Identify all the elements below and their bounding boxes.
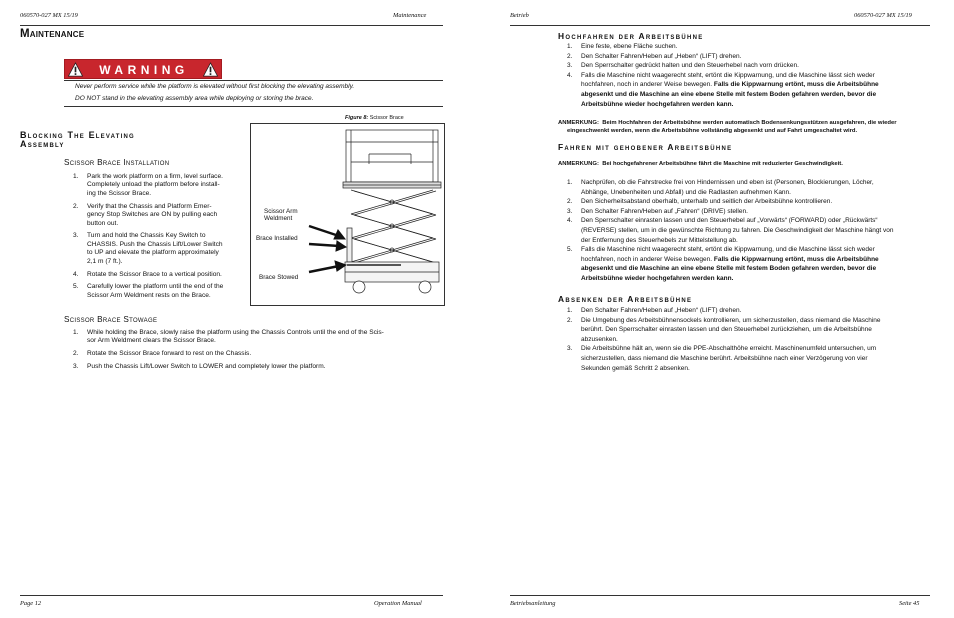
step-line: Sekunden gemäß Schritt 2 absenken. <box>581 364 690 372</box>
figure-label-line: Scissor Arm <box>264 208 298 215</box>
step-number: 4. <box>73 270 79 278</box>
step-line: Die Arbeitsbühne hält an, wenn sie die PPE-Abschalthöhe erreicht. Maschinenumfeld untersuchen, um <box>581 345 877 353</box>
list-item <box>73 232 251 266</box>
step-line: button out. <box>87 219 119 227</box>
step-number: 3. <box>73 363 79 371</box>
list-item <box>567 61 937 71</box>
list-item <box>567 216 939 245</box>
list-item <box>567 344 939 373</box>
note-text: eingeschwenkt werden, wenn die Arbeitsbühne vollständig abgesenkt und auf Fahrt umgeschaltet wird. <box>567 128 858 134</box>
note <box>558 160 843 168</box>
footer-page-number: Seite 45 <box>899 600 920 607</box>
header-section: Betrieb <box>510 12 529 19</box>
step-number: 3. <box>567 207 573 215</box>
list-item <box>567 306 939 316</box>
scissor-brace-figure <box>250 123 445 306</box>
step-line <box>581 80 937 90</box>
footer-page-number: Page 12 <box>20 600 42 607</box>
step-number: 2. <box>567 52 573 60</box>
step-line: Den Sicherheitsabstand oberhalb, unterhalb und seitlich der Arbeitsbühne kontrollieren. <box>581 198 833 206</box>
list-item <box>567 197 939 207</box>
warning-text-line: DO NOT stand in the elevating assembly area while deploying or storing the brace. <box>75 95 314 102</box>
step-line: Carefully lower the platform until the end of the <box>87 283 224 291</box>
brace-installed-label: Brace Installed <box>256 235 298 242</box>
step-line: sicherzustellen, dass niemand die Maschine berührt. Arbeitsbühne nach einer Verzögerung von vier <box>581 354 868 362</box>
header-rule <box>510 25 930 26</box>
step-text-bold: abgesenkt und die Maschine an eine ebene Stelle mit festem Boden gefahren werden, bevor die <box>581 265 877 273</box>
list-item <box>73 329 445 346</box>
step-line: Abhänge, Unebenheiten und Abfall) und die Radlasten aufnehmen Kann. <box>581 188 791 196</box>
step-text-bold: Arbeitsbühne wieder hochgefahren werden kann. <box>581 100 734 108</box>
step-line: CHASSIS. Push the Chassis Lift/Lower Switch <box>87 240 223 248</box>
step-line: ing the Scissor Brace. <box>87 189 152 197</box>
figure-caption <box>345 115 404 121</box>
step-text-bold: Falls die Kippwarnung ertönt, muss die Arbeitsbühne <box>713 255 879 263</box>
step-line: to UP and elevate the platform approximately <box>87 249 219 257</box>
step-number: 1. <box>73 173 79 180</box>
note-label: ANMERKUNG: <box>558 120 599 126</box>
step-line: Falls die Maschine nicht waagerecht steht, ertönt die Kippwarnung, und die Maschine lässt sich weder <box>581 71 875 79</box>
lower-steps <box>567 306 939 373</box>
step-number: 1. <box>567 179 573 186</box>
step-line: Push the Chassis Lift/Lower Switch to LOWER and completely lower the platform. <box>87 363 326 371</box>
step-line: der Entfernung des Steuerhebels zur Mittelstellung ab. <box>581 236 738 244</box>
list-item <box>567 207 939 217</box>
step-line: Rotate the Scissor Brace forward to rest on the Chassis. <box>87 350 252 358</box>
warning-banner <box>64 59 222 79</box>
step-line: Eine feste, ebene Fläche suchen. <box>581 43 678 50</box>
step-text-bold: Falls die Kippwarnung ertönt, muss die Arbeitsbühne <box>713 81 879 89</box>
section-title-line: Blocking The Elevating <box>20 130 135 140</box>
step-line: Den Sperrschalter gedrückt halten und den Steuerhebel nach vorn drücken. <box>581 62 799 70</box>
list-item <box>73 363 445 371</box>
list-item <box>567 71 937 109</box>
header-doc-number: 060570-027 MX 15/19 <box>854 12 912 19</box>
step-text: hochfahren, noch in anderer Weise bewegen. <box>581 255 714 263</box>
footer-manual-title: Betriebsanleitung <box>510 600 556 607</box>
step-number: 5. <box>567 246 573 254</box>
page-title: Maintenance <box>20 28 85 40</box>
warning-label: WARNING <box>99 62 189 77</box>
step-line: Scissor Arm Weldment rests on the Brace. <box>87 291 211 299</box>
step-number: 1. <box>567 43 573 50</box>
step-line: Den Schalter Fahren/Heben auf „Heben“ (LIFT) drehen. <box>581 52 742 60</box>
step-line: sor Arm Weldment clears the Scissor Brace. <box>87 337 216 345</box>
step-number: 5. <box>73 283 79 291</box>
step-line: gency Stop Switches are ON by pulling each <box>87 211 218 219</box>
install-steps <box>73 173 251 305</box>
footer-manual-title: Operation Manual <box>374 600 422 607</box>
step-number: 2. <box>73 202 79 210</box>
step-number: 3. <box>73 232 79 240</box>
section-title-line: Assembly <box>20 139 65 149</box>
drive-steps <box>567 178 939 284</box>
note-label: ANMERKUNG: <box>558 161 599 167</box>
warning-text-line: Never perform service while the platform is elevated without first blocking the elevating assembly. <box>75 83 355 90</box>
step-line: Turn and hold the Chassis Key Switch to <box>87 232 206 240</box>
figure-label-line: Weldment <box>264 215 293 222</box>
list-item <box>73 283 251 300</box>
stowage-steps <box>73 329 445 376</box>
warning-rule-bottom <box>64 106 443 107</box>
step-line: (REVERSE) stellen, um in die gewünschte Richtung zu fahren. Die Geschwindigkeit der Maschine hängt von <box>581 226 894 234</box>
note <box>558 119 897 135</box>
step-line: abzusenken. <box>581 335 618 343</box>
figure-caption-text: Scissor Brace <box>369 115 404 121</box>
step-number: 1. <box>567 307 573 314</box>
section-title <box>20 131 135 149</box>
list-item <box>567 52 937 62</box>
install-title: Scissor Brace Installation <box>64 158 170 167</box>
section-title: Fahren mit gehobener Arbeitsbühne <box>558 142 733 152</box>
right-page <box>477 0 954 618</box>
step-line: Verify that the Chassis and Platform Emer- <box>87 202 212 210</box>
header-section: Maintenance <box>393 12 427 19</box>
step-line: Rotate the Scissor Brace to a vertical position. <box>87 270 222 278</box>
list-item <box>567 178 939 197</box>
list-item <box>567 316 939 345</box>
warning-triangle-icon <box>68 62 83 77</box>
list-item <box>567 42 937 52</box>
list-item <box>73 173 251 198</box>
step-line: Completely unload the platform before install- <box>87 181 220 189</box>
header-rule <box>20 25 443 26</box>
step-line: Den Schalter Fahren/Heben auf „Fahren“ (DRIVE) stellen. <box>581 207 748 215</box>
step-line: Den Sperrschalter einrasten lassen und den Steuerhebel auf „Vorwärts“ (FORWARD) oder „Rückwärts“ <box>581 217 878 225</box>
brace-stowed-label: Brace Stowed <box>259 274 299 281</box>
step-number: 2. <box>567 198 573 206</box>
scissor-arm-label <box>264 208 298 222</box>
section-title: Hochfahren der Arbeitsbühne <box>558 31 704 41</box>
list-item <box>73 203 251 228</box>
section-title: Absenken der Arbeitsbühne <box>558 294 693 304</box>
step-line: Falls die Maschine nicht waagerecht steht, ertönt die Kippwarnung, und die Maschine lässt sich weder <box>581 246 875 254</box>
footer-rule <box>510 595 930 596</box>
step-number: 2. <box>567 316 573 324</box>
figure-caption-label: Figure 8: <box>345 115 369 121</box>
step-number: 2. <box>73 350 79 358</box>
step-line: Die Umgebung des Arbeitsbühnensockels kontrollieren, um sicherzustellen, dass niemand die Maschine <box>581 316 881 324</box>
step-line: Den Schalter Fahren/Heben auf „Heben“ (LIFT) drehen. <box>581 307 742 314</box>
stowage-title: Scissor Brace Stowage <box>64 315 158 324</box>
lift-steps <box>567 42 937 109</box>
step-line: 2,1 m (7 ft.). <box>87 257 123 265</box>
step-number: 4. <box>567 71 573 79</box>
step-number: 3. <box>567 62 573 70</box>
list-item <box>567 245 939 283</box>
step-number: 1. <box>73 329 79 336</box>
header-doc-number: 060570-027 MX 15/19 <box>20 12 78 19</box>
step-line: While holding the Brace, slowly raise the platform using the Chassis Controls until the end of the Scis- <box>87 329 384 336</box>
step-line: Park the work platform on a firm, level surface. <box>87 173 223 180</box>
step-text-bold: abgesenkt und die Maschine an eine ebene Stelle mit festem Boden gefahren werden, bevor die <box>581 90 877 98</box>
step-text-bold: Arbeitsbühne wieder hochgefahren werden kann. <box>581 274 734 282</box>
list-item <box>73 271 251 279</box>
step-text: hochfahren, noch in anderer Weise bewegen. <box>581 81 714 89</box>
step-line: Nachprüfen, ob die Fahrstrecke frei von Hindernissen und eben ist (Personen, Blockierungen, Löcher, <box>581 179 874 186</box>
step-number: 3. <box>567 345 573 353</box>
note-text: Bei hochgefahrener Arbeitsbühne fährt die Maschine mit reduzierter Geschwindigkeit. <box>602 161 843 167</box>
step-line: berührt. Den Sperrschalter einrasten lassen und den Steuerhebel zurückziehen, um die Arbeitsbühne <box>581 326 872 334</box>
step-line <box>581 255 939 265</box>
warning-triangle-icon <box>203 62 218 77</box>
list-item <box>73 350 445 358</box>
footer-rule <box>20 595 443 596</box>
step-number: 4. <box>567 217 573 225</box>
note-text: Beim Hochfahren der Arbeitsbühne werden automatisch Bodensenkungsstützen ausgefahren, die wieder <box>602 120 897 126</box>
warning-rule-top <box>64 80 443 81</box>
